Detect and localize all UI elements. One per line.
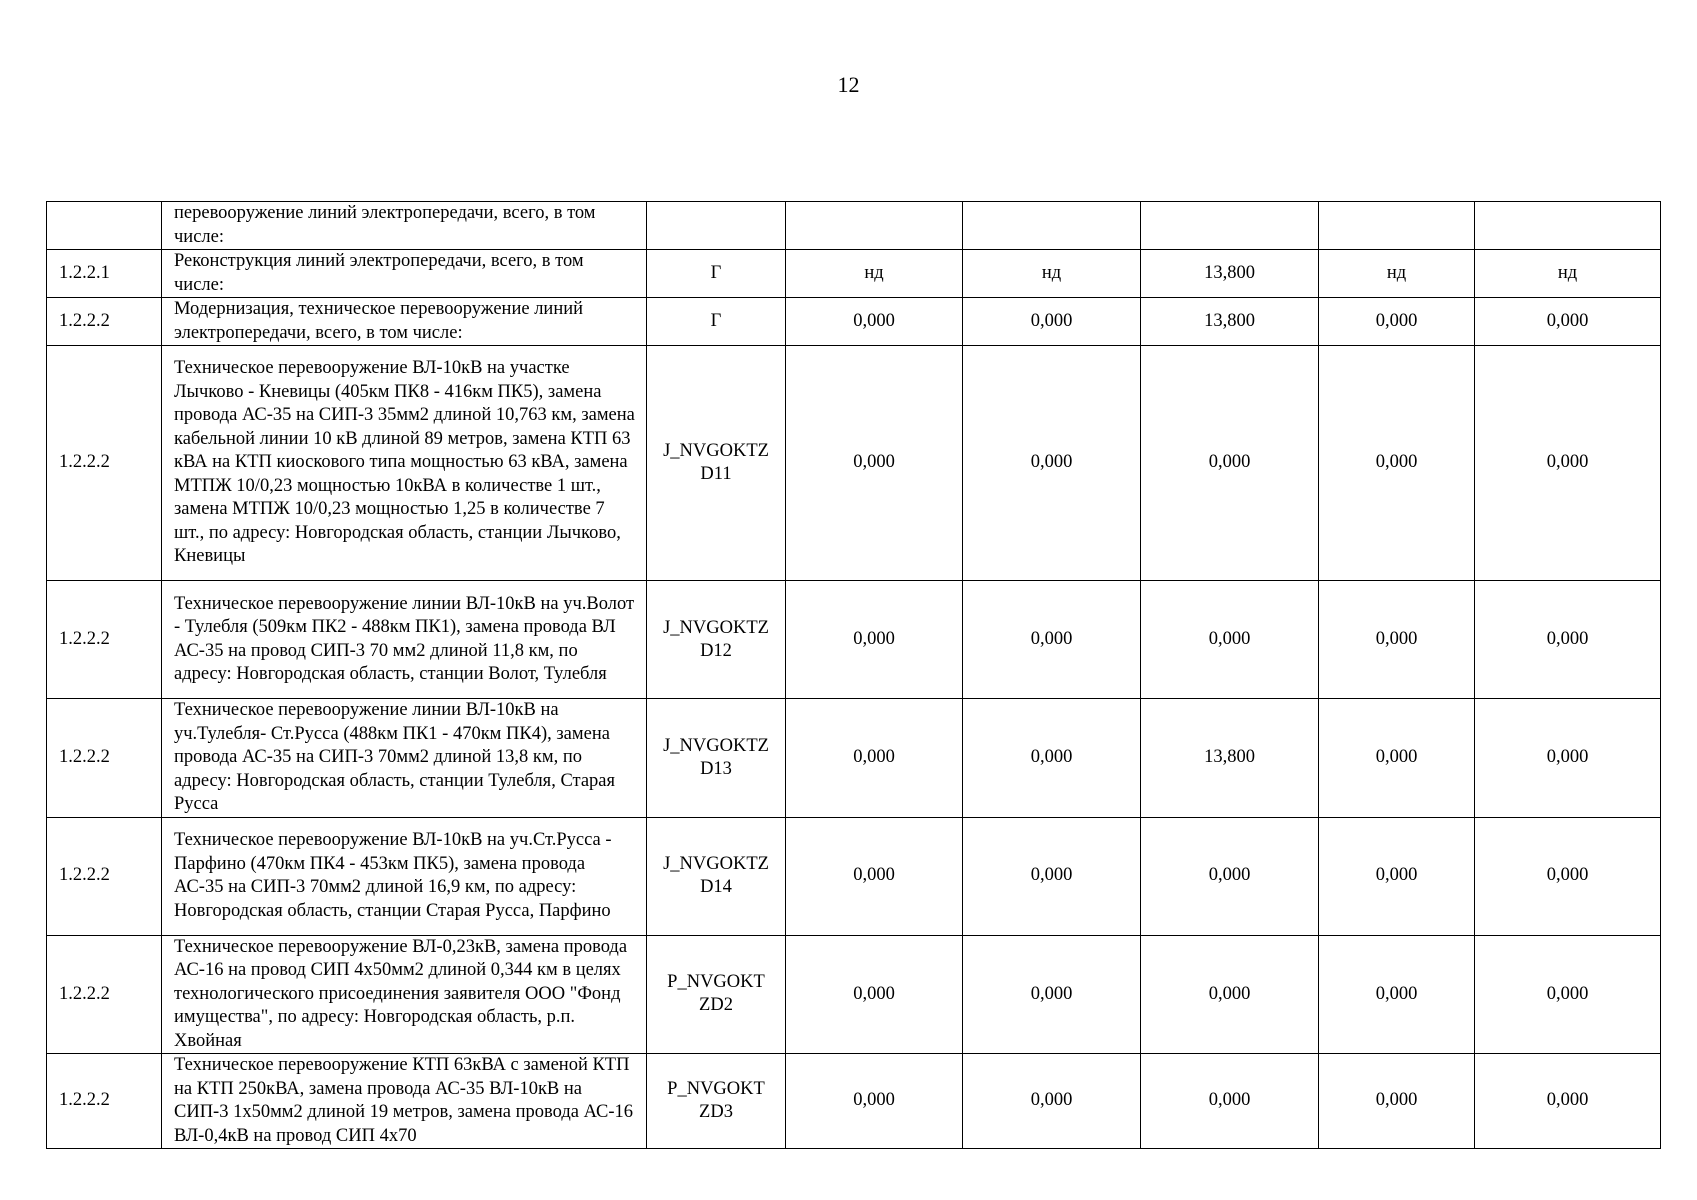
row-value-3: 0,000 xyxy=(1141,581,1319,699)
row-id xyxy=(647,817,786,935)
row-code: 1.2.2.2 xyxy=(47,817,162,935)
row-value-5: 0,000 xyxy=(1475,935,1661,1054)
row-id xyxy=(647,699,786,818)
row-id-line-2: D14 xyxy=(700,877,732,897)
row-value-3: 0,000 xyxy=(1141,346,1319,581)
row-code xyxy=(47,202,162,250)
row-value-1: 0,000 xyxy=(786,298,963,346)
row-code: 1.2.2.2 xyxy=(47,1054,162,1149)
row-value-5: нд xyxy=(1475,250,1661,298)
row-id-line-2: D11 xyxy=(700,464,732,484)
row-value-4: 0,000 xyxy=(1319,935,1475,1054)
row-value-3: 13,800 xyxy=(1141,298,1319,346)
row-id-line-2: ZD2 xyxy=(699,995,733,1016)
row-id-line-1: P_NVGOKT xyxy=(667,972,765,993)
row-id-line-1: J_NVGOKTZ xyxy=(663,735,769,756)
table-row xyxy=(47,250,1661,298)
row-value-2: 0,000 xyxy=(963,1054,1141,1149)
row-id xyxy=(647,581,786,699)
row-value-1: 0,000 xyxy=(786,935,963,1054)
row-id-line-1: J_NVGOKTZ xyxy=(663,441,769,461)
row-value-2: 0,000 xyxy=(963,298,1141,346)
row-value-4 xyxy=(1319,202,1475,250)
row-code: 1.2.2.2 xyxy=(47,346,162,581)
row-value-2: 0,000 xyxy=(963,699,1141,818)
row-value-3: 0,000 xyxy=(1141,817,1319,935)
row-name: Реконструкция линий электропередачи, всего, в том числе: xyxy=(162,250,647,298)
row-id-line-1: Г xyxy=(710,311,722,331)
row-name: Техническое перевооружение линии ВЛ-10кВ на уч.Тулебля- Ст.Русса (488км ПК1 - 470км ПК4), замена провода АС-35 на СИП-3 70мм2 длиной 13,8 км, по адресу: Новгородская область, станции Тулебля, Старая Русса xyxy=(162,699,647,818)
row-value-1: 0,000 xyxy=(786,699,963,818)
row-value-4: 0,000 xyxy=(1319,298,1475,346)
row-value-2: 0,000 xyxy=(963,581,1141,699)
row-value-2 xyxy=(963,202,1141,250)
row-id xyxy=(647,935,786,1054)
row-value-2: 0,000 xyxy=(963,817,1141,935)
row-value-5: 0,000 xyxy=(1475,346,1661,581)
row-value-5 xyxy=(1475,202,1661,250)
table-row xyxy=(47,1054,1661,1149)
row-id xyxy=(647,346,786,581)
row-value-1: 0,000 xyxy=(786,346,963,581)
row-value-5: 0,000 xyxy=(1475,298,1661,346)
row-id xyxy=(647,202,786,250)
row-value-4: 0,000 xyxy=(1319,699,1475,818)
row-name: Техническое перевооружение линии ВЛ-10кВ на уч.Волот - Тулебля (509км ПК2 - 488км ПК1), замена провода ВЛ АС-35 на провод СИП-3 70 мм2 длиной 11,8 км, по адресу: Новгородская область, станции Волот, Тулебля xyxy=(162,581,647,699)
table-row xyxy=(47,346,1661,581)
row-value-5: 0,000 xyxy=(1475,699,1661,818)
row-value-3: 13,800 xyxy=(1141,250,1319,298)
row-value-2: нд xyxy=(963,250,1141,298)
row-value-1: 0,000 xyxy=(786,581,963,699)
row-id-line-1: J_NVGOKTZ xyxy=(663,617,769,638)
row-id xyxy=(647,298,786,346)
row-value-3: 0,000 xyxy=(1141,1054,1319,1149)
row-code: 1.2.2.2 xyxy=(47,935,162,1054)
row-value-2: 0,000 xyxy=(963,935,1141,1054)
row-value-4: 0,000 xyxy=(1319,817,1475,935)
table-row xyxy=(47,581,1661,699)
row-code: 1.2.2.1 xyxy=(47,250,162,298)
page-number: 12 xyxy=(837,72,860,97)
row-value-3 xyxy=(1141,202,1319,250)
row-value-1 xyxy=(786,202,963,250)
table-row xyxy=(47,817,1661,935)
row-value-4: 0,000 xyxy=(1319,1054,1475,1149)
row-value-2: 0,000 xyxy=(963,346,1141,581)
row-id-line-2: ZD3 xyxy=(699,1102,733,1122)
row-name: Техническое перевооружение ВЛ-10кВ на уч.Ст.Русса - Парфино (470км ПК4 - 453км ПК5), замена провода АС-35 на СИП-3 70мм2 длиной 16,9 км, по адресу: Новгородская область, станции Старая Русса, Парфино xyxy=(162,817,647,935)
table-row xyxy=(47,699,1661,818)
row-name: Техническое перевооружение КТП 63кВА с заменой КТП на КТП 250кВА, замена провода АС-35 ВЛ-10кВ на СИП-3 1х50мм2 длиной 19 метров, замена провода АС-16 ВЛ-0,4кВ на провод СИП 4х70 xyxy=(162,1054,647,1149)
row-value-1: 0,000 xyxy=(786,1054,963,1149)
table-row xyxy=(47,298,1661,346)
row-id-line-1: Г xyxy=(710,263,722,283)
row-id xyxy=(647,1054,786,1149)
row-value-5: 0,000 xyxy=(1475,1054,1661,1149)
row-id-line-1: P_NVGOKT xyxy=(667,1079,765,1099)
investment-table xyxy=(46,201,1661,1149)
row-value-1: 0,000 xyxy=(786,817,963,935)
row-value-3: 0,000 xyxy=(1141,935,1319,1054)
row-name: Техническое перевооружение ВЛ-10кВ на участке Лычково - Кневицы (405км ПК8 - 416км ПК5), замена провода АС-35 на СИП-3 35мм2 длиной 10,763 км, замена кабельной линии 10 кВ длиной 89 метров, замена КТП 63 кВА на КТП киоскового типа мощностью 63 кВА, замена МТПЖ 10/0,23 мощностью 10кВА в количестве 1 шт., замена МТПЖ 10/0,23 мощностью 1,25 в количестве 7 шт., по адресу: Новгородская область, станции Лычково, Кневицы xyxy=(162,346,647,581)
row-code: 1.2.2.2 xyxy=(47,699,162,818)
row-code: 1.2.2.2 xyxy=(47,298,162,346)
row-code: 1.2.2.2 xyxy=(47,581,162,699)
row-value-1: нд xyxy=(786,250,963,298)
row-value-3: 13,800 xyxy=(1141,699,1319,818)
row-id xyxy=(647,250,786,298)
table-row xyxy=(47,935,1661,1054)
table-row xyxy=(47,202,1661,250)
row-value-4: 0,000 xyxy=(1319,346,1475,581)
row-name: Модернизация, техническое перевооружение линий электропередачи, всего, в том числе: xyxy=(162,298,647,346)
row-value-4: нд xyxy=(1319,250,1475,298)
row-name: Техническое перевооружение ВЛ-0,23кВ, замена провода АС-16 на провод СИП 4х50мм2 длиной 0,344 км в целях технологического присоединения заявителя ООО "Фонд имущества", по адресу: Новгородская область, р.п. Хвойная xyxy=(162,935,647,1054)
row-value-5: 0,000 xyxy=(1475,817,1661,935)
row-id-line-2: D12 xyxy=(700,640,732,661)
row-name: перевооружение линий электропередачи, всего, в том числе: xyxy=(162,202,647,250)
row-value-4: 0,000 xyxy=(1319,581,1475,699)
row-id-line-1: J_NVGOKTZ xyxy=(663,854,769,874)
row-value-5: 0,000 xyxy=(1475,581,1661,699)
row-id-line-2: D13 xyxy=(700,758,732,779)
